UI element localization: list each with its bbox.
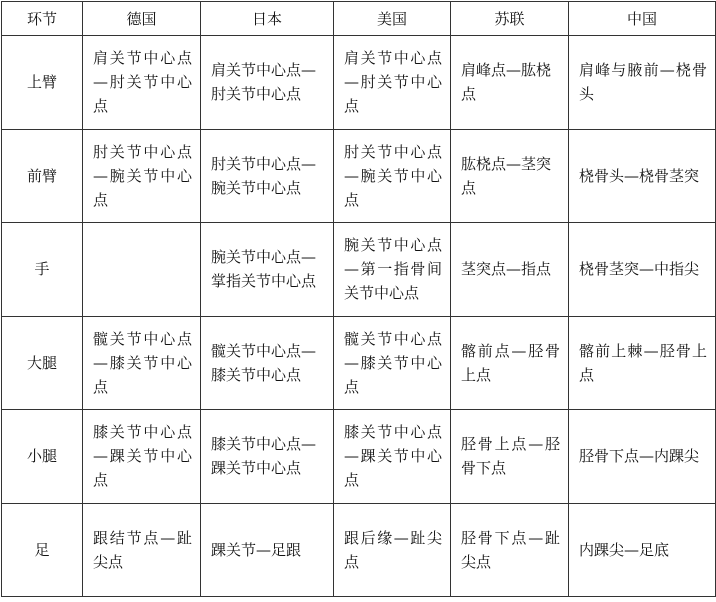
cell-text: 肱桡点—茎突点	[461, 154, 552, 197]
cell-china	[569, 410, 716, 504]
cell-text: 髋关节中心点—膝关节中心点	[211, 341, 317, 384]
cell-text: 桡骨头—桡骨茎突	[579, 166, 700, 185]
cell-ussr	[451, 410, 569, 504]
table-row	[2, 129, 716, 223]
cell-text: 肩关节中心点—肘关节中心点	[211, 61, 317, 104]
cell-usa	[334, 503, 451, 597]
cell-china	[569, 129, 716, 223]
cell-text: 踝关节—足跟	[211, 540, 302, 559]
table-row	[2, 410, 716, 504]
table-row	[2, 36, 716, 130]
cell-text: 胫骨下点—趾尖点	[461, 528, 560, 571]
cell-japan	[201, 129, 334, 223]
cell-text: 腕关节中心点—第一指骨间关节中心点	[344, 236, 442, 303]
cell-text: 肩关节中心点—肘关节中心点	[344, 49, 442, 116]
cell-germany	[83, 36, 201, 130]
cell-text: 膝关节中心点—踝关节中心点	[93, 423, 192, 490]
cell-text: 髂前上棘—胫骨上点	[579, 341, 707, 384]
cell-text: 髂前点—胫骨上点	[461, 341, 560, 384]
cell-text: 内踝尖—足底	[579, 540, 670, 559]
cell-ussr	[451, 223, 569, 317]
cell-text: 茎突点—指点	[461, 260, 552, 279]
cell-ussr	[451, 36, 569, 130]
cell-japan	[201, 223, 334, 317]
cell-usa	[334, 129, 451, 223]
segment-comparison-table	[1, 1, 716, 597]
cell-text: 髋关节中心点—膝关节中心点	[344, 329, 442, 396]
cell-text: 膝关节中心点—踝关节中心点	[211, 435, 317, 478]
cell-ussr	[451, 316, 569, 410]
cell-germany	[83, 410, 201, 504]
cell-text: 胫骨下点—内踝尖	[579, 447, 700, 466]
cell-china	[569, 36, 716, 130]
header-japan: 日本	[201, 2, 334, 36]
header-usa: 美国	[334, 2, 451, 36]
cell-text: 肩关节中心点—肘关节中心点	[93, 49, 192, 116]
cell-japan	[201, 503, 334, 597]
segment-name: 大腿	[2, 316, 83, 410]
header-ussr: 苏联	[451, 2, 569, 36]
table-row	[2, 316, 716, 410]
cell-japan	[201, 410, 334, 504]
cell-text: 肘关节中心点—腕关节中心点	[344, 142, 442, 209]
cell-text: 桡骨茎突—中指尖	[579, 260, 700, 279]
cell-ussr	[451, 503, 569, 597]
segment-name: 足	[2, 503, 83, 597]
cell-china	[569, 503, 716, 597]
cell-text: 胫骨上点—胫骨下点	[461, 435, 560, 478]
cell-china	[569, 223, 716, 317]
cell-text: 肩峰与腋前—桡骨头	[579, 61, 707, 104]
table-row	[2, 503, 716, 597]
segment-name: 上臂	[2, 36, 83, 130]
cell-japan	[201, 316, 334, 410]
cell-usa	[334, 410, 451, 504]
cell-text: 肩峰点—肱桡点	[461, 61, 552, 104]
cell-germany	[83, 223, 201, 317]
cell-usa	[334, 316, 451, 410]
cell-text: 肘关节中心点—腕关节中心点	[211, 154, 317, 197]
cell-text: 肘关节中心点—腕关节中心点	[93, 142, 192, 209]
cell-germany	[83, 129, 201, 223]
table-row	[2, 223, 716, 317]
cell-germany	[83, 316, 201, 410]
header-segment: 环节	[2, 2, 83, 36]
cell-germany	[83, 503, 201, 597]
header-china: 中国	[569, 2, 716, 36]
cell-text: 膝关节中心点—踝关节中心点	[344, 423, 442, 490]
cell-japan	[201, 36, 334, 130]
header-germany: 德国	[83, 2, 201, 36]
cell-china	[569, 316, 716, 410]
segment-name: 小腿	[2, 410, 83, 504]
cell-ussr	[451, 129, 569, 223]
segment-name: 手	[2, 223, 83, 317]
header-row	[2, 2, 716, 36]
cell-text: 髋关节中心点—膝关节中心点	[93, 329, 192, 396]
cell-text: 跟后缘—趾尖点	[344, 528, 442, 571]
cell-text: 腕关节中心点—掌指关节中心点	[211, 248, 317, 291]
cell-usa	[334, 223, 451, 317]
cell-usa	[334, 36, 451, 130]
cell-text: 跟结节点—趾尖点	[93, 528, 192, 571]
segment-name: 前臂	[2, 129, 83, 223]
